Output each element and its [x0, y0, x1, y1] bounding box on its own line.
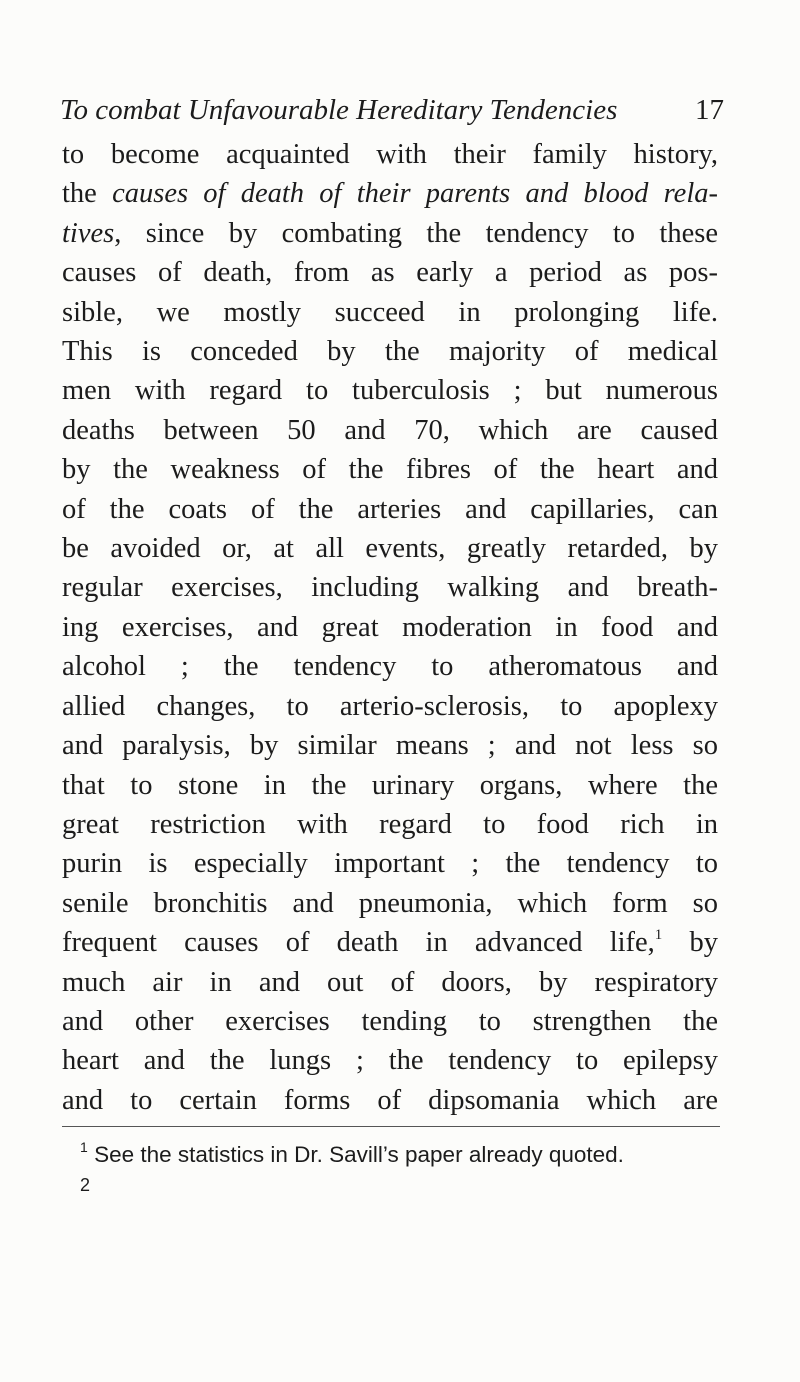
text-line: This is conceded by the majority of medical [62, 336, 718, 368]
text-line: to become acquainted with their family history, [62, 139, 718, 170]
text-line: men with regard to tuberculosis ; but numerous [62, 375, 718, 407]
text-line: great restriction with regard to food rich in [62, 808, 718, 840]
text-line: deaths between 50 and 70, which are caused [62, 414, 718, 446]
italic-phrase: tives [62, 217, 115, 249]
text-line: causes of death, from as early a period as pos- [62, 257, 718, 289]
text-line: that to stone in the urinary organs, where the [62, 769, 718, 801]
text-line: ing exercises, and great moderation in food and [62, 611, 718, 643]
text-line: be avoided or, at all events, greatly retarded, by [62, 533, 718, 565]
text-line: regular exercises, including walking and breath- [62, 572, 718, 604]
running-title: To combat Unfavourable Hereditary Tendencies [60, 94, 618, 126]
text-line: tives, since by combating the tendency to these [62, 217, 718, 249]
signature-mark: 2 [80, 1175, 91, 1195]
text-line: alcohol ; the tendency to atheromatous and [62, 651, 718, 683]
footnote-text: See the statistics in Dr. Savill’s paper already quoted. [94, 1142, 624, 1167]
running-header [60, 92, 724, 128]
page-number: 17 [695, 94, 724, 126]
text-line: by the weakness of the fibres of the heart and [62, 454, 718, 486]
text-line: and other exercises tending to strengthen the [62, 1005, 718, 1037]
footnote-reference[interactable]: 1 [654, 927, 663, 944]
text-line: senile bronchitis and pneumonia, which form so [62, 887, 718, 919]
text-line: heart and the lungs ; the tendency to epilepsy [62, 1045, 718, 1077]
text-line: and paralysis, by similar means ; and not less so [62, 730, 718, 762]
footnote-divider [62, 1126, 720, 1127]
italic-phrase: causes of death of their parents and blood rela- [112, 178, 718, 210]
text-line: and to certain forms of dipsomania which are [62, 1084, 718, 1116]
text-line: the causes of death of their parents and blood rela- [62, 178, 718, 210]
footnote-marker: 1 [80, 1139, 88, 1155]
text-line: of the coats of the arteries and capillaries, can [62, 493, 718, 525]
body-text [62, 135, 718, 1120]
text-line: allied changes, to arterio-sclerosis, to apoplexy [62, 690, 718, 722]
text-line: sible, we mostly succeed in prolonging life. [62, 296, 718, 328]
text-line: purin is especially important ; the tendency to [62, 848, 718, 880]
text-line: frequent causes of death in advanced life,$^1$ by [62, 927, 718, 959]
text-line: much air in and out of doors, by respiratory [62, 966, 718, 998]
footnote [80, 1140, 720, 1170]
